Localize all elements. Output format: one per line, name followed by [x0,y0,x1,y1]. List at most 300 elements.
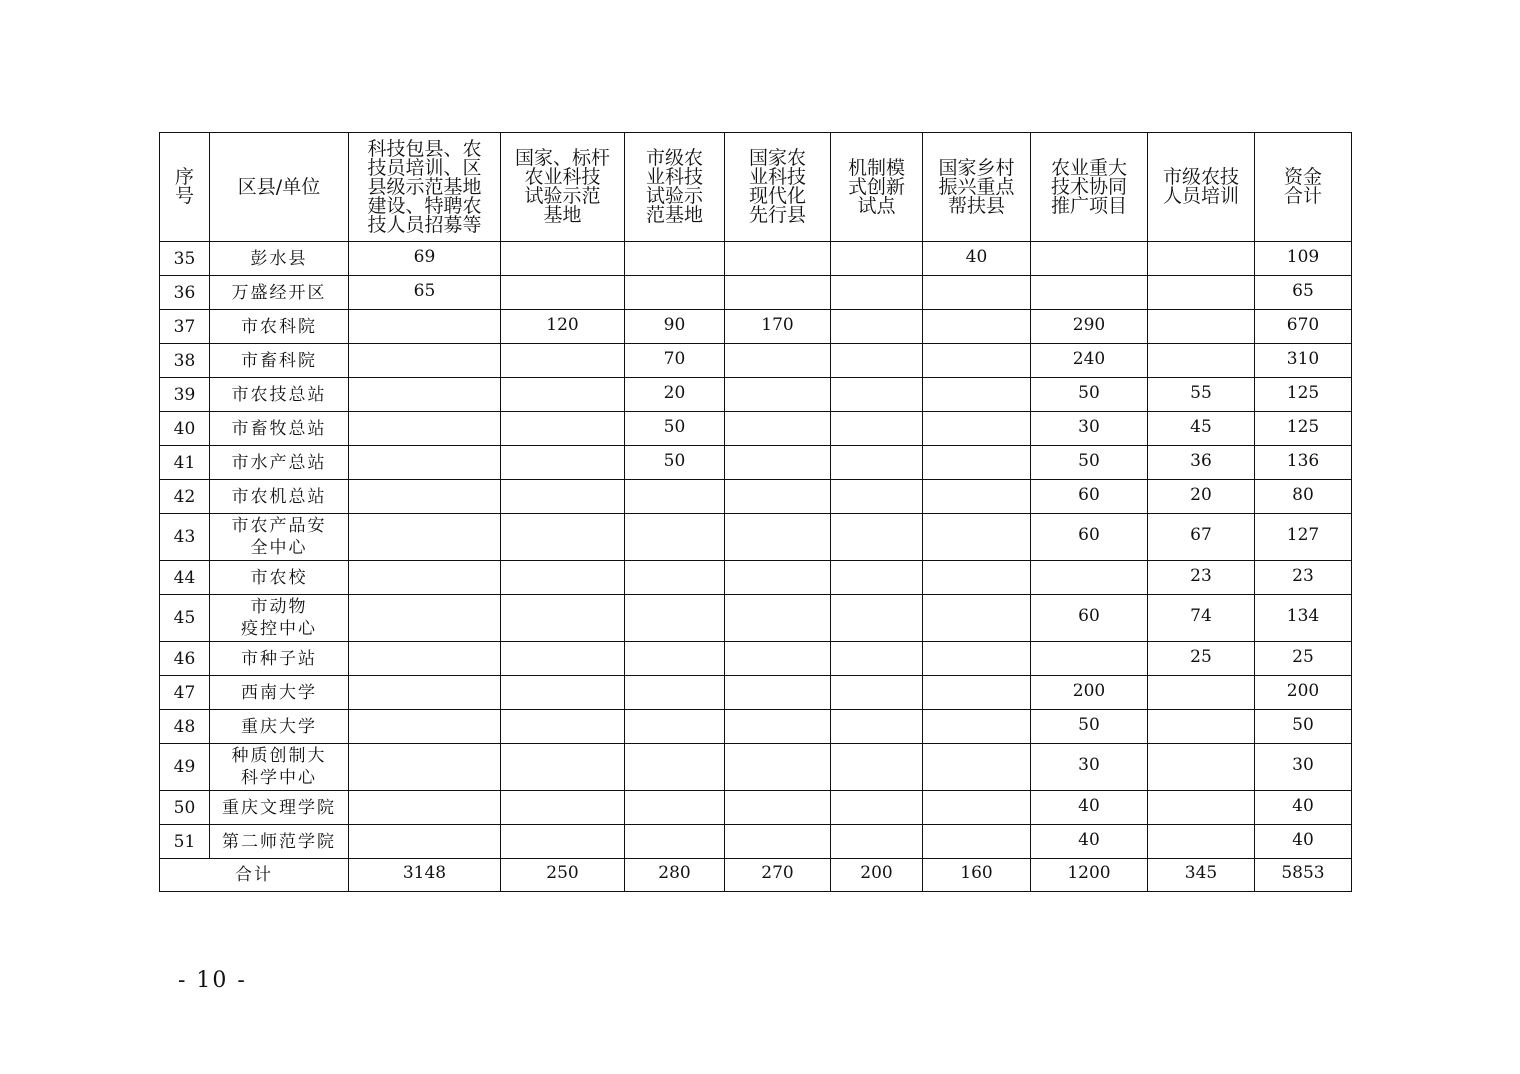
row-number: 37 [160,310,210,344]
amount-cell-c6 [923,344,1031,378]
row-total-cell [1255,676,1352,710]
unit-name [210,744,349,791]
row-number: 44 [160,561,210,595]
amount-cell-c4 [725,276,831,310]
column-header-5 [725,133,831,242]
amount-cell-c7 [1031,791,1148,825]
amount-value: 80 [1292,484,1314,505]
table-row [160,595,1352,642]
amount-cell-c4 [725,412,831,446]
amount-value: 50 [1292,714,1314,735]
amount-cell-c4 [725,310,831,344]
amount-cell-c1 [349,514,501,561]
amount-cell-c8 [1148,676,1255,710]
amount-cell-c6 [923,676,1031,710]
amount-value: 200 [1286,680,1320,701]
amount-value: 20 [663,382,686,403]
amount-cell-c1 [349,310,501,344]
column-header-line: 资金 [1283,166,1322,188]
amount-value: 60 [1078,606,1100,626]
amount-cell-c1 [349,595,501,642]
amount-cell-c3 [625,791,725,825]
amount-cell-c1 [349,446,501,480]
amount-value: 40 [1292,829,1314,850]
table-row [160,276,1352,310]
row-total-cell [1255,242,1352,276]
amount-cell-c1 [349,744,501,791]
amount-value: 40 [1292,795,1314,816]
amount-value: 25 [1292,646,1314,667]
column-header-line: 试验示范 [524,185,601,207]
column-header-line: 基地 [543,204,582,226]
amount-cell-c3 [625,446,725,480]
total-cell-c2 [501,859,625,892]
amount-cell-c8 [1148,514,1255,561]
amount-cell-c6 [923,744,1031,791]
total-cell-c1 [349,859,501,892]
row-total-cell [1255,276,1352,310]
amount-value: 69 [413,246,436,267]
amount-cell-c2 [501,825,625,859]
amount-value: 60 [1078,525,1100,545]
amount-cell-c3 [625,480,725,514]
table-row [160,378,1352,412]
amount-value: 127 [1286,525,1320,545]
row-number: 38 [160,344,210,378]
amount-cell-c3 [625,514,725,561]
amount-cell-c7 [1031,378,1148,412]
amount-cell-c3 [625,276,725,310]
total-value: 160 [960,863,993,883]
amount-cell-c2 [501,710,625,744]
row-number: 51 [160,825,210,859]
column-header-line: 科技包县、农 [367,137,482,160]
row-total-cell [1255,595,1352,642]
column-header-line: 试验示 [645,185,703,207]
amount-cell-c4 [725,791,831,825]
unit-name: 市农科院 [210,310,349,344]
table-row [160,642,1352,676]
grand-total-cell [1255,859,1352,892]
amount-cell-c1 [349,412,501,446]
total-cell-c8 [1148,859,1255,892]
amount-cell-c1 [349,642,501,676]
row-number: 36 [160,276,210,310]
amount-value: 40 [1078,829,1100,850]
amount-cell-c6 [923,791,1031,825]
column-header-line: 市级农技 [1162,166,1239,188]
row-total-cell [1255,480,1352,514]
column-header-line: 业科技 [748,166,806,188]
row-total-cell [1255,710,1352,744]
column-header-7 [923,133,1031,242]
amount-cell-c7 [1031,561,1148,595]
amount-cell-c4 [725,676,831,710]
column-header-line: 建设、特聘农 [367,194,482,217]
amount-value: 125 [1286,416,1320,437]
table-header-row [160,133,1352,242]
amount-cell-c6 [923,561,1031,595]
amount-cell-c7 [1031,595,1148,642]
amount-cell-c2 [501,791,625,825]
row-total-cell [1255,744,1352,791]
column-header-1 [210,133,349,242]
amount-value: 65 [413,280,436,301]
amount-value: 670 [1286,314,1320,335]
amount-value: 90 [663,314,686,335]
amount-cell-c8 [1148,642,1255,676]
row-number: 45 [160,595,210,642]
total-cell-c7 [1031,859,1148,892]
column-header-line: 农业重大 [1050,156,1127,179]
amount-value: 170 [761,314,794,335]
amount-value: 74 [1190,606,1212,626]
amount-cell-c7 [1031,514,1148,561]
row-number: 40 [160,412,210,446]
table-row [160,446,1352,480]
amount-cell-c7 [1031,446,1148,480]
unit-name: 市农校 [210,561,349,595]
column-header-line: 业科技 [645,166,703,188]
amount-cell-c7 [1031,642,1148,676]
amount-cell-c7 [1031,744,1148,791]
column-header-line: 技人员招募等 [367,213,482,236]
amount-cell-c4 [725,744,831,791]
amount-cell-c1 [349,710,501,744]
column-header-line: 农业科技 [524,166,601,188]
table-row [160,710,1352,744]
column-header-2 [349,133,501,242]
amount-cell-c8 [1148,412,1255,446]
unit-name-line: 市动物 [250,597,308,617]
amount-cell-c5 [831,310,923,344]
amount-cell-c2 [501,378,625,412]
column-header-4 [625,133,725,242]
unit-name-line: 科学中心 [241,768,317,788]
amount-value: 30 [1292,755,1314,775]
amount-cell-c6 [923,446,1031,480]
amount-cell-c6 [923,480,1031,514]
amount-cell-c4 [725,480,831,514]
row-total-cell [1255,344,1352,378]
table-row [160,744,1352,791]
amount-cell-c1 [349,676,501,710]
table-row [160,310,1352,344]
amount-cell-c6 [923,825,1031,859]
amount-cell-c5 [831,378,923,412]
amount-cell-c4 [725,595,831,642]
unit-name: 重庆大学 [210,710,349,744]
row-number: 43 [160,514,210,561]
amount-cell-c5 [831,676,923,710]
amount-cell-c4 [725,378,831,412]
amount-cell-c5 [831,561,923,595]
amount-cell-c3 [625,310,725,344]
amount-cell-c3 [625,561,725,595]
column-header-line: 国家农 [748,147,806,169]
total-value: 345 [1184,863,1218,883]
amount-cell-c4 [725,344,831,378]
unit-name: 市种子站 [210,642,349,676]
amount-cell-c5 [831,480,923,514]
amount-cell-c5 [831,791,923,825]
amount-value: 50 [663,416,686,437]
amount-value: 40 [1078,795,1100,816]
amount-cell-c6 [923,514,1031,561]
total-value: 200 [860,863,893,883]
amount-cell-c5 [831,825,923,859]
column-header-line: 推广项目 [1050,194,1127,217]
amount-cell-c6 [923,642,1031,676]
amount-cell-c3 [625,412,725,446]
column-header-line: 合计 [1283,185,1322,207]
column-header-6 [831,133,923,242]
amount-cell-c6 [923,378,1031,412]
amount-cell-c5 [831,446,923,480]
amount-cell-c8 [1148,344,1255,378]
amount-value: 23 [1190,565,1212,586]
amount-cell-c3 [625,378,725,412]
amount-value: 23 [1292,565,1314,586]
amount-cell-c3 [625,642,725,676]
amount-cell-c6 [923,276,1031,310]
row-total-cell [1255,514,1352,561]
amount-cell-c2 [501,446,625,480]
column-header-line: 县级示范基地 [367,175,482,198]
column-header-line: 试点 [857,194,896,217]
column-header-0 [160,133,210,242]
row-number: 46 [160,642,210,676]
unit-name: 第二师范学院 [210,825,349,859]
unit-name-line: 市农产品安 [231,516,327,536]
amount-cell-c2 [501,344,625,378]
amount-cell-c1 [349,825,501,859]
amount-cell-c6 [923,242,1031,276]
row-number: 49 [160,744,210,791]
column-header-line: 号 [174,185,194,207]
amount-cell-c8 [1148,595,1255,642]
amount-cell-c8 [1148,310,1255,344]
table-row [160,344,1352,378]
total-value: 1200 [1067,863,1111,883]
table-row [160,791,1352,825]
amount-value: 136 [1286,450,1320,471]
table-row [160,242,1352,276]
amount-cell-c3 [625,344,725,378]
row-number: 35 [160,242,210,276]
unit-name [210,514,349,561]
amount-cell-c1 [349,378,501,412]
amount-cell-c4 [725,825,831,859]
amount-value: 30 [1078,755,1100,775]
unit-name: 西南大学 [210,676,349,710]
unit-name [210,595,349,642]
unit-name: 市水产总站 [210,446,349,480]
amount-cell-c1 [349,344,501,378]
column-header-3 [501,133,625,242]
amount-cell-c2 [501,412,625,446]
amount-value: 240 [1072,348,1106,369]
unit-name: 市农机总站 [210,480,349,514]
row-number: 39 [160,378,210,412]
column-header-line: 人员培训 [1162,185,1239,207]
row-number: 50 [160,791,210,825]
amount-value: 50 [663,450,686,471]
amount-cell-c8 [1148,378,1255,412]
amount-cell-c5 [831,710,923,744]
unit-name: 彭水县 [210,242,349,276]
unit-name: 市畜牧总站 [210,412,349,446]
amount-cell-c8 [1148,446,1255,480]
column-header-line: 技术协同 [1050,175,1127,198]
column-header-line: 序 [174,166,194,188]
amount-value: 30 [1078,416,1100,437]
row-total-cell [1255,446,1352,480]
amount-cell-c5 [831,595,923,642]
amount-cell-c1 [349,242,501,276]
amount-cell-c5 [831,744,923,791]
column-header-8 [1031,133,1148,242]
row-number: 42 [160,480,210,514]
total-value: 5853 [1281,863,1325,883]
row-total-cell [1255,412,1352,446]
total-label: 合计 [160,859,349,892]
amount-cell-c7 [1031,242,1148,276]
unit-name-line: 种质创制大 [231,746,327,766]
amount-value: 67 [1190,525,1212,545]
amount-cell-c7 [1031,710,1148,744]
amount-cell-c8 [1148,561,1255,595]
table-row [160,561,1352,595]
amount-cell-c8 [1148,791,1255,825]
amount-value: 70 [663,348,686,369]
amount-cell-c8 [1148,242,1255,276]
unit-name: 重庆文理学院 [210,791,349,825]
amount-cell-c3 [625,676,725,710]
amount-value: 310 [1286,348,1320,369]
row-number: 48 [160,710,210,744]
amount-cell-c5 [831,642,923,676]
row-total-cell [1255,791,1352,825]
amount-cell-c8 [1148,276,1255,310]
amount-value: 120 [546,314,579,335]
row-total-cell [1255,378,1352,412]
amount-cell-c4 [725,446,831,480]
row-total-cell [1255,310,1352,344]
amount-cell-c6 [923,710,1031,744]
column-header-line: 区县/单位 [237,175,321,198]
total-value: 280 [658,863,691,883]
total-cell-c4 [725,859,831,892]
amount-cell-c8 [1148,825,1255,859]
amount-value: 290 [1072,314,1106,335]
amount-cell-c8 [1148,480,1255,514]
amount-cell-c4 [725,242,831,276]
amount-cell-c1 [349,561,501,595]
amount-cell-c4 [725,710,831,744]
column-header-9 [1148,133,1255,242]
amount-value: 65 [1292,280,1314,301]
amount-value: 134 [1286,606,1320,626]
unit-name-line: 全中心 [250,538,308,558]
amount-cell-c7 [1031,480,1148,514]
total-row [160,859,1352,892]
amount-value: 50 [1078,382,1100,403]
page-number: - 10 - [178,968,247,993]
column-header-line: 先行县 [748,204,806,226]
amount-cell-c1 [349,276,501,310]
amount-value: 20 [1190,484,1212,505]
total-value: 250 [546,863,579,883]
amount-cell-c3 [625,744,725,791]
table-row [160,412,1352,446]
unit-name: 市农技总站 [210,378,349,412]
amount-value: 36 [1190,450,1212,471]
unit-name-line: 疫控中心 [241,619,317,639]
amount-value: 40 [965,246,988,267]
column-header-line: 振兴重点 [938,175,1015,198]
total-value: 3148 [402,863,447,883]
amount-cell-c8 [1148,710,1255,744]
amount-value: 55 [1190,382,1212,403]
amount-cell-c7 [1031,344,1148,378]
amount-value: 109 [1286,246,1320,267]
table-row [160,676,1352,710]
amount-cell-c2 [501,642,625,676]
table-row [160,480,1352,514]
unit-name: 万盛经开区 [210,276,349,310]
column-header-line: 国家乡村 [938,156,1015,179]
amount-cell-c7 [1031,310,1148,344]
amount-cell-c5 [831,242,923,276]
row-number: 41 [160,446,210,480]
total-value: 270 [761,863,794,883]
amount-cell-c5 [831,276,923,310]
amount-cell-c4 [725,642,831,676]
amount-cell-c2 [501,276,625,310]
amount-cell-c2 [501,310,625,344]
amount-cell-c6 [923,310,1031,344]
amount-value: 60 [1078,484,1100,505]
amount-cell-c6 [923,412,1031,446]
total-cell-c5 [831,859,923,892]
row-total-cell [1255,825,1352,859]
amount-cell-c2 [501,676,625,710]
amount-cell-c2 [501,514,625,561]
amount-value: 125 [1286,382,1320,403]
column-header-line: 国家、标杆 [514,147,610,169]
amount-cell-c2 [501,480,625,514]
amount-cell-c5 [831,344,923,378]
amount-cell-c2 [501,595,625,642]
amount-cell-c7 [1031,276,1148,310]
column-header-line: 现代化 [748,185,806,207]
amount-cell-c3 [625,242,725,276]
amount-cell-c1 [349,480,501,514]
total-cell-c6 [923,859,1031,892]
total-cell-c3 [625,859,725,892]
funding-table [159,132,1352,892]
amount-cell-c1 [349,791,501,825]
amount-cell-c4 [725,561,831,595]
amount-value: 50 [1078,714,1100,735]
amount-cell-c7 [1031,825,1148,859]
amount-cell-c4 [725,514,831,561]
amount-value: 50 [1078,450,1100,471]
column-header-line: 技员培训、区 [367,156,482,179]
table-body [160,242,1352,892]
column-header-10 [1255,133,1352,242]
